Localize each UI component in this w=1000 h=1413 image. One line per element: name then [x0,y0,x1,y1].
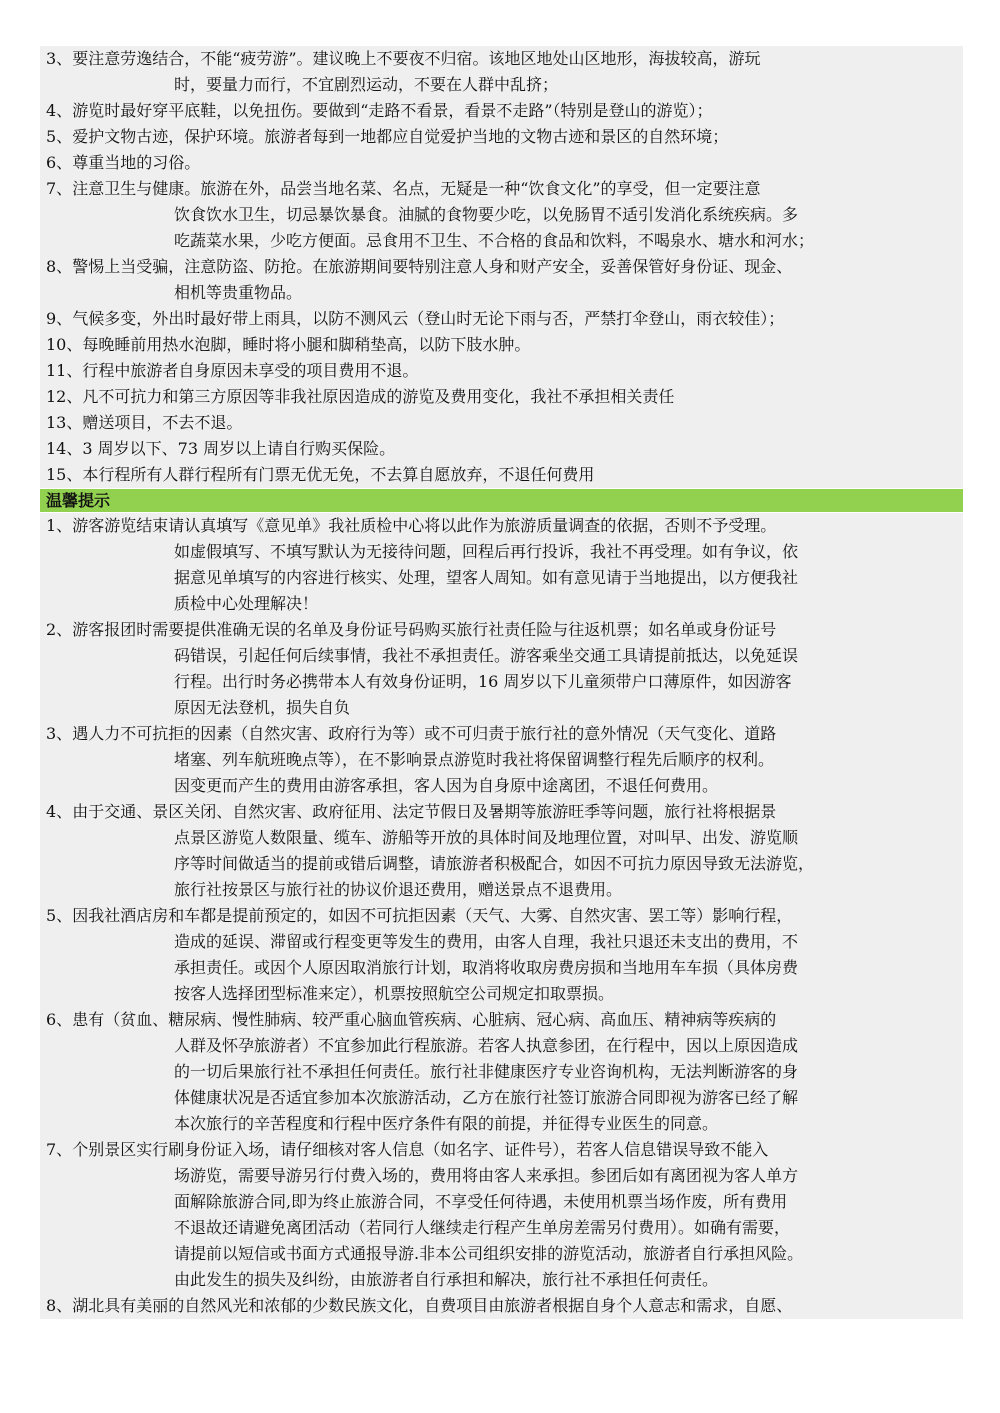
item-number: 7、 [46,1140,73,1159]
travel-notes-list [40,46,963,488]
item-number: 8、 [46,257,73,276]
item-text: 注意卫生与健康。旅游在外，品尝当地名菜、名点，无疑是一种“饮食文化”的享受，但一定要注意 [72,179,761,198]
item-number: 13、 [46,413,83,432]
item-first-line [40,384,957,410]
item-continuation-line: 原因无法登机，损失自负 [174,698,351,717]
item-first-line [40,617,957,643]
list-item [40,254,963,306]
item-number: 3、 [46,724,73,743]
item-text: 游客游览结束请认真填写《意见单》我社质检中心将以此作为旅游质量调查的依据，否则不予受理。 [72,516,777,535]
item-text: 本行程所有人群行程所有门票无优无免，不去算自愿放弃，不退任何费用 [82,465,595,484]
item-continuation-line: 据意见单填写的内容进行核实、处理，望客人周知。如有意见请于当地提出，以方便我社 [174,568,799,587]
item-text: 3 周岁以下、73 周岁以上请自行购买保险。 [82,439,396,458]
tips-section-header: 温馨提示 [40,489,963,512]
item-continuation-line: 点景区游览人数限量、缆车、游船等开放的具体时间及地理位置，对叫早、出发、游览顺 [174,828,799,847]
item-first-line [40,98,957,124]
item-continuation-line: 堵塞、列车航班晚点等），在不影响景点游览时我社将保留调整行程先后顺序的权利。 [174,750,775,769]
item-number: 1、 [46,516,73,535]
warm-tips-list [40,513,963,1319]
item-continuation-line: 吃蔬菜水果，少吃方便面。忌食用不卫生、不合格的食品和饮料，不喝泉水、塘水和河水； [174,231,815,250]
list-item [40,306,963,332]
item-number: 7、 [46,179,73,198]
item-text: 警惕上当受骗，注意防盗、防抢。在旅游期间要特别注意人身和财产安全，妥善保管好身份证、现金、 [72,257,793,276]
item-text: 患有（贫血、糖尿病、慢性肺病、较严重心脑血管疾病、心脏病、冠心病、高血压、精神病等疾病的 [72,1010,777,1029]
item-text: 每晚睡前用热水泡脚，睡时将小腿和脚稍垫高，以防下肢水肿。 [82,335,531,354]
item-first-line [40,332,957,358]
item-continuation-line: 因变更而产生的费用由游客承担，客人因为自身原中途离团，不退任何费用。 [174,776,719,795]
item-continuation-line: 码错误，引起任何后续事情，我社不承担责任。游客乘坐交通工具请提前抵达，以免延误 [174,646,799,665]
list-item [40,1293,963,1319]
item-text: 爱护文物古迹，保护环境。旅游者每到一地都应自觉爱护当地的文物古迹和景区的自然环境； [72,127,729,146]
item-continuation-line: 场游览，需要导游另行付费入场的，费用将由客人来承担。参团后如有离团视为客人单方 [174,1166,799,1185]
item-text: 遇人力不可抗拒的因素（自然灾害、政府行为等）或不可归责于旅行社的意外情况（天气变化、道路 [72,724,777,743]
item-number: 2、 [46,620,73,639]
item-text: 凡不可抗力和第三方原因等非我社原因造成的游览及费用变化，我社不承担相关责任 [82,387,675,406]
item-continuation-line: 行程。出行时务必携带本人有效身份证明，16 周岁以下儿童须带户口薄原件，如因游客 [174,672,792,691]
item-number: 5、 [46,906,73,925]
list-item [40,358,963,384]
list-item [40,124,963,150]
item-number: 15、 [46,465,83,484]
item-continuation-line: 由此发生的损失及纠纷，由旅游者自行承担和解决，旅行社不承担任何责任。 [174,1270,719,1289]
item-text: 气候多变，外出时最好带上雨具，以防不测风云（登山时无论下雨与否，严禁打伞登山，雨衣较佳）； [72,309,785,328]
item-first-line [40,176,957,202]
item-text: 要注意劳逸结合，不能“疲劳游”。建议晚上不要夜不归宿。该地区地处山区地形，海拔较高，游玩 [72,49,761,68]
list-item [40,903,963,1007]
item-text: 游客报团时需要提供准确无误的名单及身份证号码购买旅行社责任险与往返机票；如名单或身份证号 [72,620,777,639]
item-number: 9、 [46,309,73,328]
item-text: 赠送项目，不去不退。 [82,413,243,432]
item-number: 6、 [46,1010,73,1029]
list-item [40,617,963,721]
item-continuation-line: 旅行社按景区与旅行社的协议价退还费用，赠送景点不退费用。 [174,880,623,899]
list-item [40,1137,963,1293]
item-number: 8、 [46,1296,73,1315]
list-item [40,462,963,488]
item-number: 11、 [46,361,83,380]
item-text: 尊重当地的习俗。 [72,153,201,172]
list-item [40,436,963,462]
item-first-line [40,410,957,436]
item-continuation-line: 相机等贵重物品。 [174,283,303,302]
item-continuation-line: 饮食饮水卫生，切忌暴饮暴食。油腻的食物要少吃，以免肠胃不适引发消化系统疾病。多 [174,205,799,224]
item-continuation-line: 时，要量力而行，不宜剧烈运动，不要在人群中乱挤； [174,75,559,94]
item-first-line [40,306,957,332]
list-item [40,1007,963,1137]
item-number: 10、 [46,335,83,354]
list-item [40,150,963,176]
item-continuation-line: 面解除旅游合同,即为终止旅游合同，不享受任何待遇，未使用机票当场作废，所有费用 [174,1192,788,1211]
item-first-line [40,46,957,72]
item-first-line [40,124,957,150]
list-item [40,799,963,903]
item-first-line [40,903,957,929]
item-first-line [40,150,957,176]
item-continuation-line: 如虚假填写、不填写默认为无接待问题，回程后再行投诉，我社不再受理。如有争议，依 [174,542,799,561]
item-text: 湖北具有美丽的自然风光和浓郁的少数民族文化，自费项目由旅游者根据自身个人意志和需求，自愿、 [72,1296,793,1315]
document-page [40,46,963,1319]
item-first-line [40,513,957,539]
item-first-line [40,436,957,462]
item-continuation-line: 本次旅行的辛苦程度和行程中医疗条件有限的前提，并征得专业医生的同意。 [174,1114,719,1133]
item-continuation-line: 体健康状况是否适宜参加本次旅游活动，乙方在旅行社签订旅游合同即视为游客已经了解 [174,1088,799,1107]
item-first-line [40,799,957,825]
item-number: 5、 [46,127,73,146]
item-continuation-line: 序等时间做适当的提前或错后调整，请旅游者积极配合，如因不可抗力原因导致无法游览， [174,854,815,873]
item-text: 行程中旅游者自身原因未享受的项目费用不退。 [82,361,419,380]
list-item [40,384,963,410]
item-continuation-line: 的一切后果旅行社不承担任何责任。旅行社非健康医疗专业咨询机构，无法判断游客的身 [174,1062,799,1081]
item-text: 由于交通、景区关闭、自然灾害、政府征用、法定节假日及暑期等旅游旺季等问题，旅行社将根据景 [72,802,777,821]
item-continuation-line: 请提前以短信或书面方式通报导游.非本公司组织安排的游览活动，旅游者自行承担风险。 [174,1244,804,1263]
item-continuation-line: 不退故还请避免离团活动（若同行人继续走行程产生单房差需另付费用）。如确有需要， [174,1218,791,1237]
item-number: 12、 [46,387,83,406]
item-continuation-line: 按客人选择团型标准来定），机票按照航空公司规定扣取票损。 [174,984,615,1003]
item-text: 因我社酒店房和车都是提前预定的，如因不可抗拒因素（天气、大雾、自然灾害、罢工等）影响行程， [72,906,793,925]
item-number: 4、 [46,101,73,120]
item-first-line [40,721,957,747]
item-number: 14、 [46,439,83,458]
item-first-line [40,254,957,280]
item-first-line [40,462,957,488]
list-item [40,410,963,436]
item-first-line [40,1137,957,1163]
list-item [40,98,963,124]
item-continuation-line: 造成的延误、滞留或行程变更等发生的费用，由客人自理，我社只退还未支出的费用，不 [174,932,799,951]
item-number: 4、 [46,802,73,821]
list-item [40,46,963,98]
list-item [40,176,963,254]
item-first-line [40,358,957,384]
item-first-line [40,1007,957,1033]
item-continuation-line: 人群及怀孕旅游者）不宜参加此行程旅游。若客人执意参团，在行程中，因以上原因造成 [174,1036,799,1055]
item-continuation-line: 质检中心处理解决！ [174,594,319,613]
item-number: 3、 [46,49,73,68]
item-text: 游览时最好穿平底鞋，以免扭伤。要做到“走路不看景，看景不走路”（特别是登山的游览）； [72,101,713,120]
item-text: 个别景区实行刷身份证入场，请仔细核对客人信息（如名字、证件号），若客人信息错误导致不能入 [72,1140,769,1159]
list-item [40,721,963,799]
item-continuation-line: 承担责任。或因个人原因取消旅行计划，取消将收取房费房损和当地用车车损（具体房费 [174,958,799,977]
item-first-line [40,1293,957,1319]
list-item [40,513,963,617]
item-number: 6、 [46,153,73,172]
list-item [40,332,963,358]
